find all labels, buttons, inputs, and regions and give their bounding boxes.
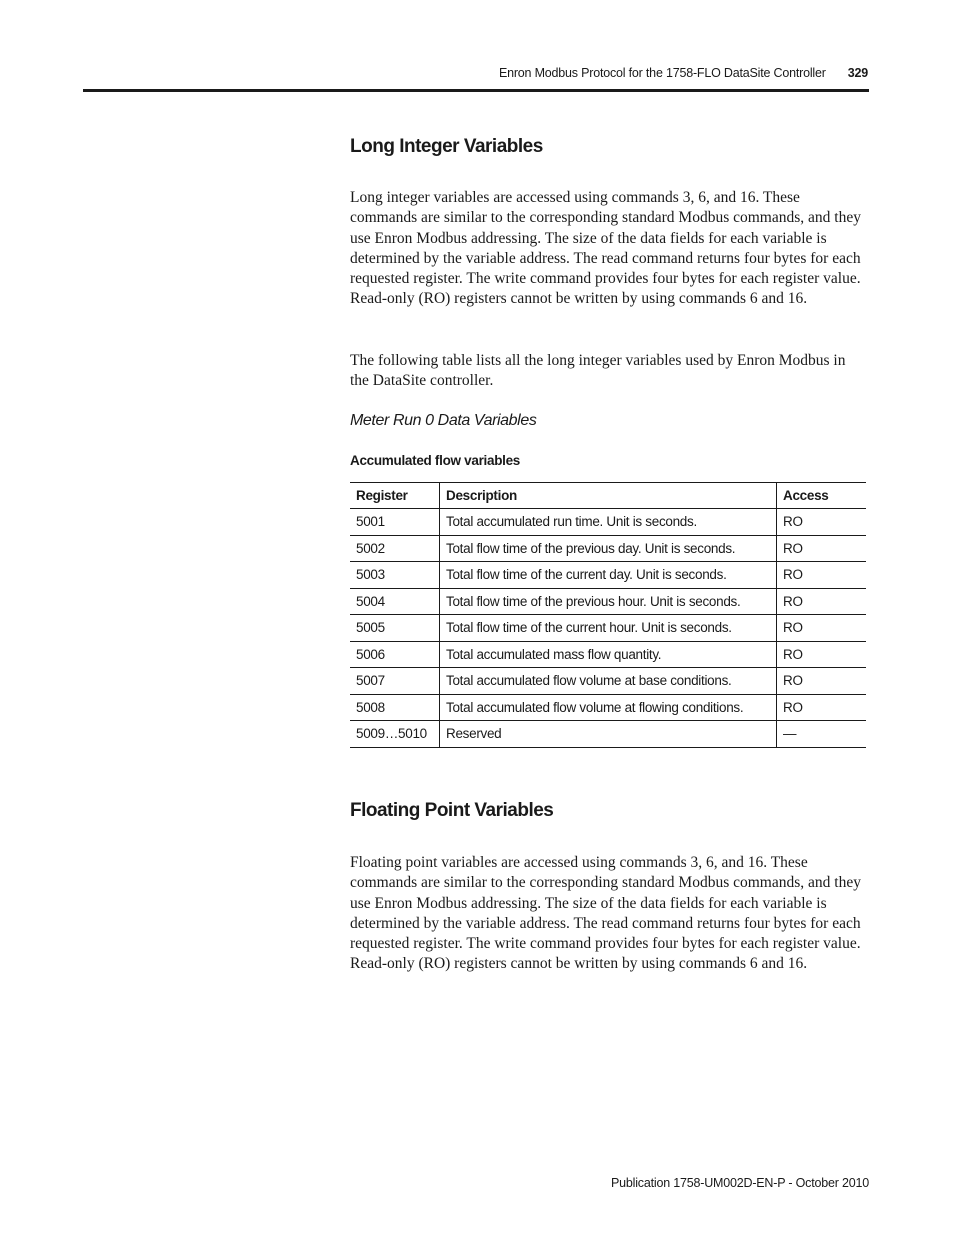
table-header-row <box>350 483 866 509</box>
meter-run-subheading-wrap <box>350 412 866 430</box>
section-heading-long-integer: Long Integer Variables <box>350 136 543 157</box>
cell-register: 5005 <box>350 615 440 642</box>
table-row <box>350 588 866 615</box>
cell-access: RO <box>777 668 867 695</box>
cell-access: RO <box>777 615 867 642</box>
header-title: Enron Modbus Protocol for the 1758-FLO DataSite Controller <box>498 66 826 80</box>
cell-access: RO <box>777 588 867 615</box>
cell-register: 5007 <box>350 668 440 695</box>
table-row <box>350 509 866 536</box>
column-header-access: Access <box>777 483 867 509</box>
cell-register: 5009…5010 <box>350 721 440 748</box>
section-heading-floating-point: Floating Point Variables <box>350 800 554 821</box>
cell-description: Total accumulated flow volume at flowing conditions. <box>440 694 777 721</box>
long-integer-table-intro <box>350 351 866 392</box>
cell-register: 5002 <box>350 535 440 562</box>
cell-description: Total accumulated mass flow quantity. <box>440 641 777 668</box>
table-row <box>350 694 866 721</box>
cell-description: Total flow time of the previous hour. Unit is seconds. <box>440 588 777 615</box>
cell-description: Total accumulated flow volume at base conditions. <box>440 668 777 695</box>
table-row <box>350 562 866 589</box>
cell-description: Total flow time of the current day. Unit is seconds. <box>440 562 777 589</box>
table-row <box>350 615 866 642</box>
cell-register: 5006 <box>350 641 440 668</box>
column-header-register: Register <box>350 483 440 509</box>
cell-register: 5004 <box>350 588 440 615</box>
cell-description: Total flow time of the current hour. Unit is seconds. <box>440 615 777 642</box>
table-title-wrap <box>350 453 866 468</box>
cell-register: 5003 <box>350 562 440 589</box>
cell-description: Total accumulated run time. Unit is seconds. <box>440 509 777 536</box>
paragraph: The following table lists all the long integer variables used by Enron Modbus in the DataSite controller. <box>350 352 846 390</box>
cell-access: RO <box>777 562 867 589</box>
page-number: 329 <box>847 66 868 80</box>
long-integer-intro <box>350 188 866 310</box>
cell-access: RO <box>777 694 867 721</box>
table-title: Accumulated flow variables <box>350 453 521 468</box>
table-row <box>350 641 866 668</box>
cell-register: 5008 <box>350 694 440 721</box>
cell-description: Total flow time of the previous day. Unit is seconds. <box>440 535 777 562</box>
cell-access: RO <box>777 535 867 562</box>
publication-footer: Publication 1758-UM002D-EN-P - October 2010 <box>611 1176 869 1190</box>
cell-access: RO <box>777 509 867 536</box>
section-long-integer <box>350 136 866 158</box>
table-row <box>350 668 866 695</box>
header-rule <box>83 89 869 92</box>
paragraph: Long integer variables are accessed using commands 3, 6, and 16. These commands are similar to the corresponding standard Modbus commands, and they use Enron Modbus addressing. The size of the data fields for each variable is determined by the variable address. The read command returns four bytes for each requested register. The write command provides four bytes for each register value. Read-only (RO) registers cannot be written by using commands 6 and 16. <box>350 189 861 308</box>
section-floating-point <box>350 800 866 822</box>
column-header-description: Description <box>440 483 777 509</box>
cell-access: RO <box>777 641 867 668</box>
accumulated-flow-table-wrap <box>350 482 866 748</box>
paragraph: Floating point variables are accessed using commands 3, 6, and 16. These commands are similar to the corresponding standard Modbus commands, and they use Enron Modbus addressing. The size of the data fields for each variable is determined by the variable address. The read command returns four bytes for each requested register. The write command provides four bytes for each register value. Read-only (RO) registers cannot be written by using commands 6 and 16. <box>350 854 861 973</box>
cell-register: 5001 <box>350 509 440 536</box>
running-header <box>499 66 868 80</box>
cell-description: Reserved <box>440 721 777 748</box>
floating-point-intro <box>350 853 866 975</box>
cell-access: — <box>777 721 867 748</box>
accumulated-flow-table <box>350 482 866 748</box>
table-row <box>350 535 866 562</box>
table-row <box>350 721 866 748</box>
meter-run-subheading: Meter Run 0 Data Variables <box>350 412 537 429</box>
